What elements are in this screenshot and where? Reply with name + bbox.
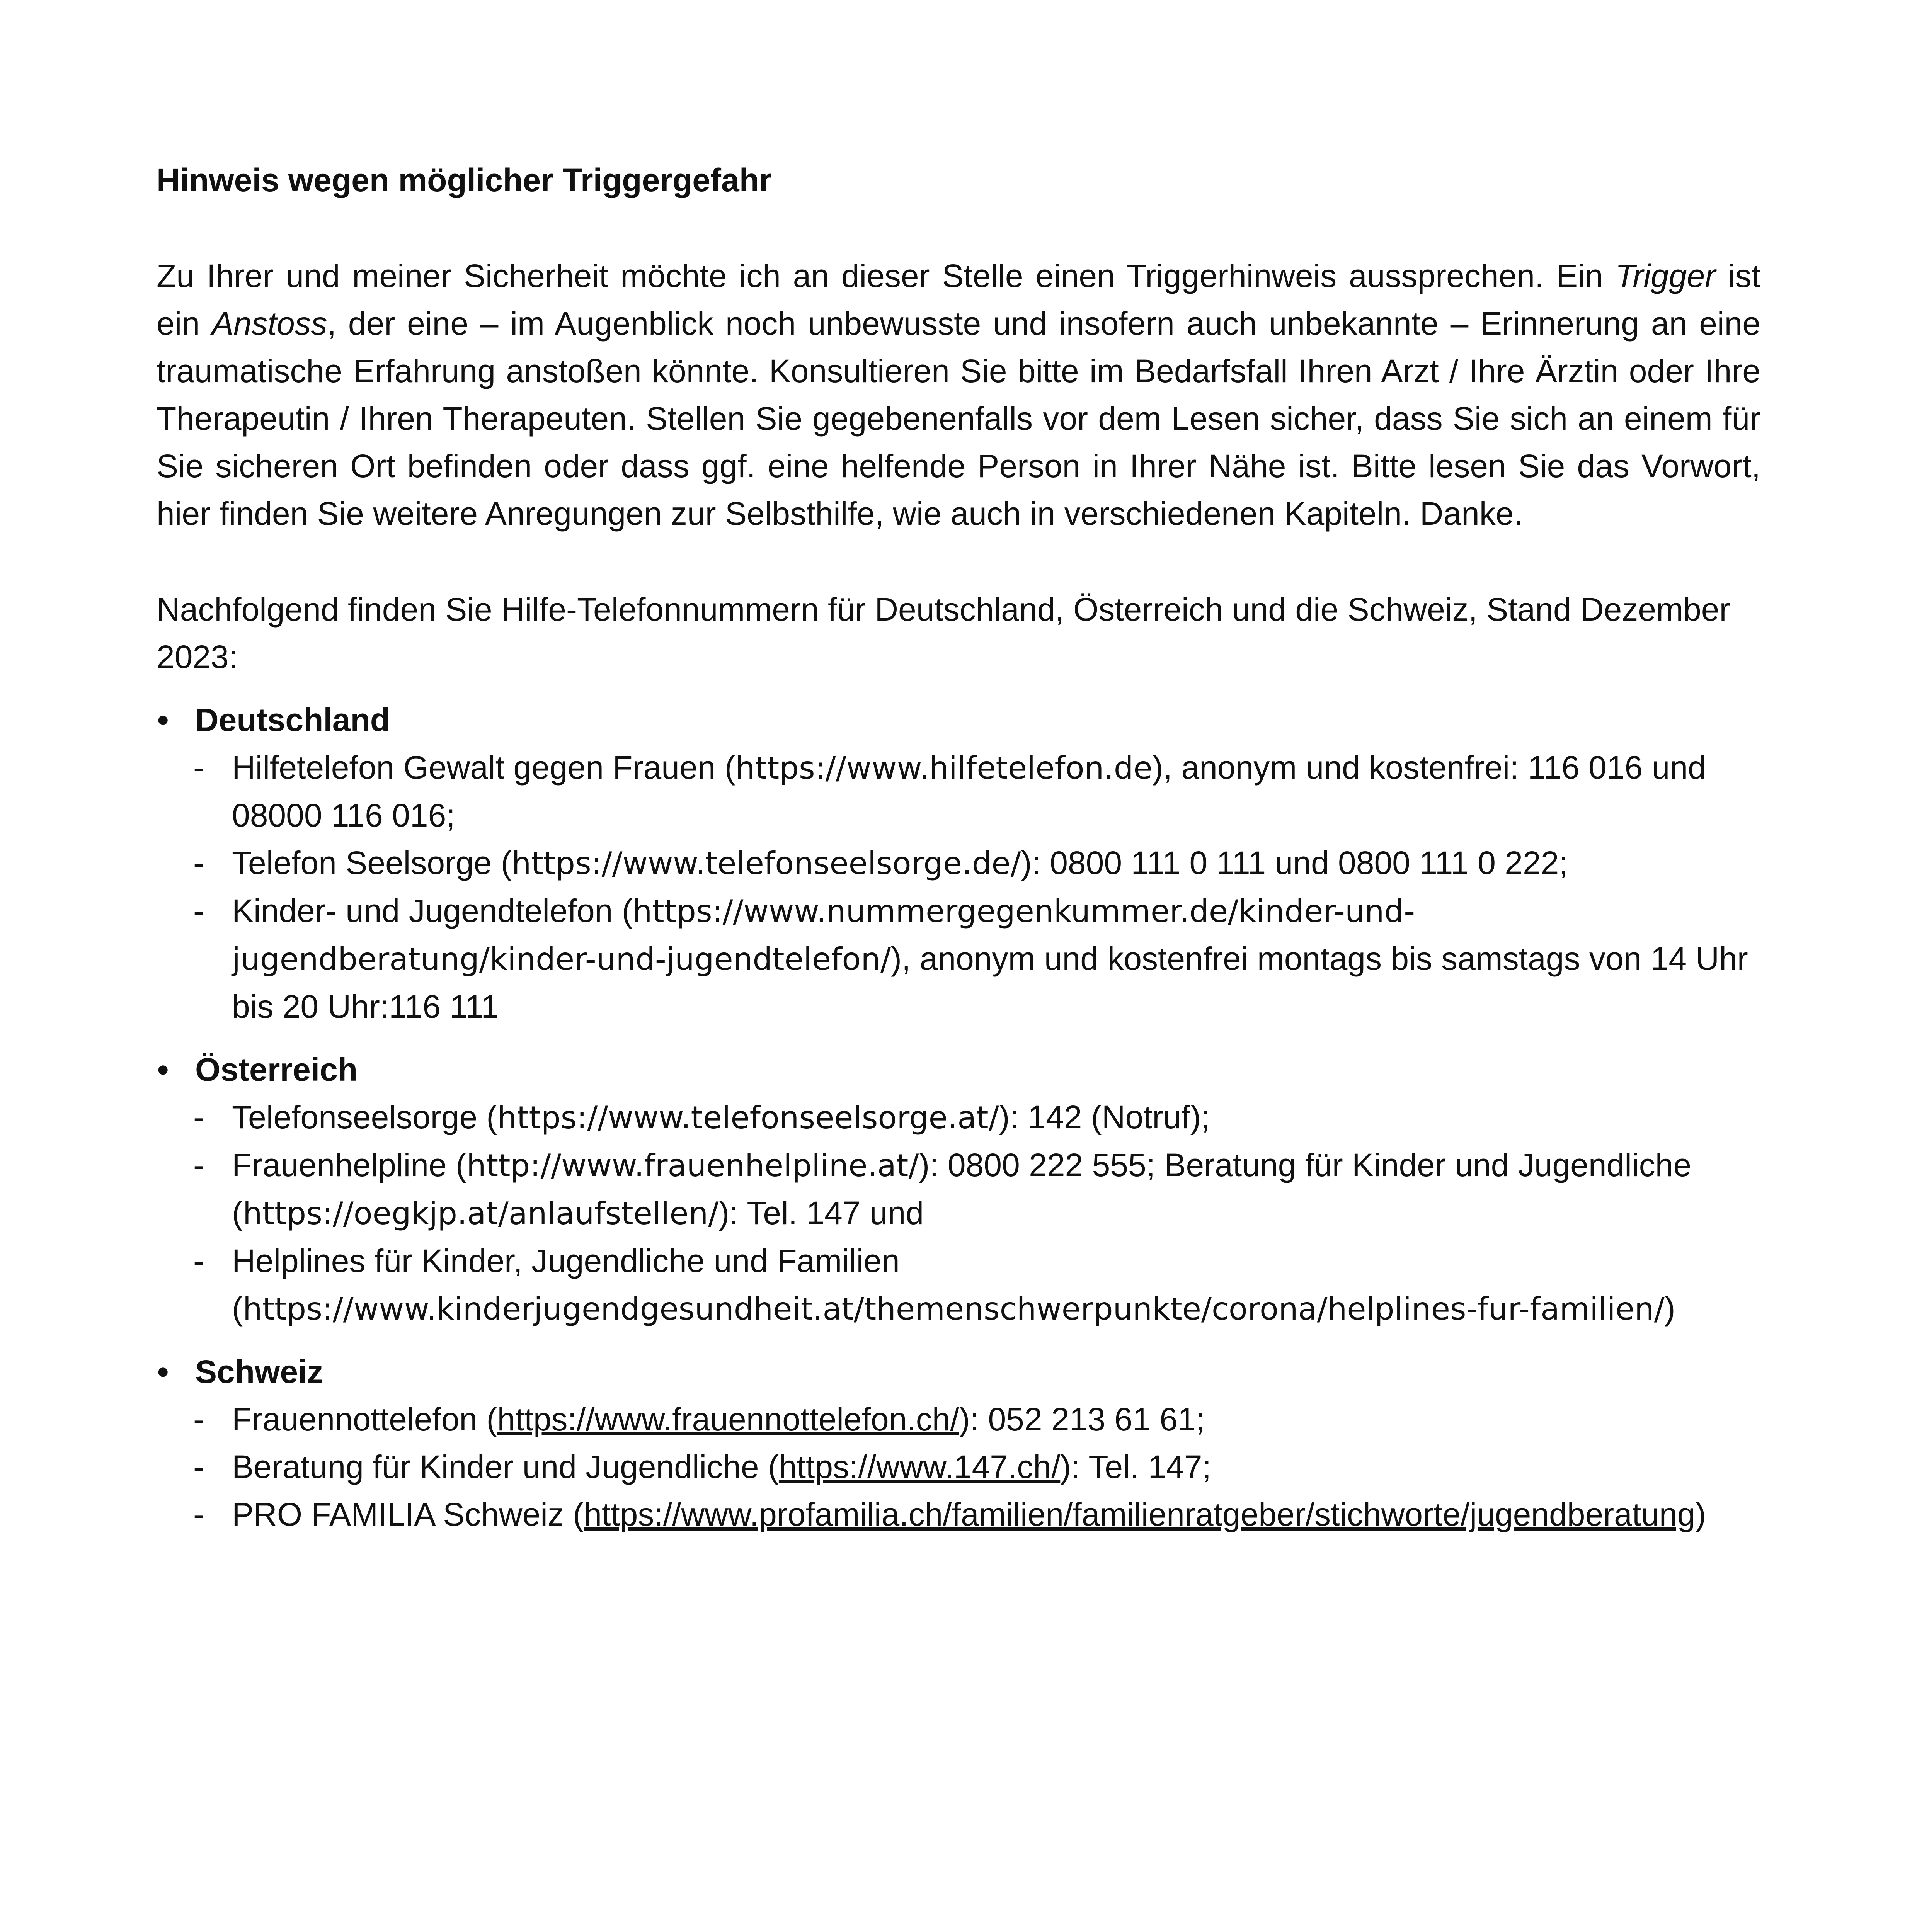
entry-text: ): 052 213 61 61; — [959, 1401, 1205, 1437]
entry-text: Telefonseelsorge ( — [232, 1099, 497, 1135]
page-heading: Hinweis wegen möglicher Triggergefahr — [157, 162, 772, 198]
entry-text: Frauenhelpline ( — [232, 1147, 467, 1183]
country-title-austria — [157, 1046, 1760, 1094]
entry-text: Frauennottelefon ( — [232, 1401, 497, 1437]
helpline-link[interactable]: https://www.nummergegenkummer.de/kinder-und-jugendberatung/kinder-und-jugendtelefon/ — [232, 893, 1415, 977]
entry-text: ) — [1664, 1290, 1675, 1327]
entry-text: Kinder- und Jugendtelefon ( — [232, 893, 633, 929]
entry-text: ): 142 (Notruf); — [999, 1099, 1210, 1135]
helpline-link[interactable]: https://www.hilfetelefon.de — [735, 750, 1153, 786]
helpline-link[interactable]: https://www.telefonseelsorge.de/ — [511, 845, 1021, 881]
country-name: Österreich — [195, 1051, 358, 1088]
dash-icon: - — [193, 1449, 204, 1485]
country-title-germany — [157, 696, 1760, 744]
helpline-link[interactable]: https://www.profamilia.ch/familien/familienratgeber/stichworte/jugendberatung — [584, 1496, 1696, 1532]
helpline-intro: Nachfolgend finden Sie Hilfe-Telefonnummern für Deutschland, Österreich und die Schweiz, Stand Dezember 2023: — [157, 591, 1730, 675]
dash-icon: - — [193, 1147, 204, 1183]
helpline-link[interactable]: https://www.telefonseelsorge.at/ — [497, 1100, 999, 1136]
country-name: Schweiz — [195, 1354, 323, 1390]
helpline-entry — [157, 887, 1760, 1031]
entry-text: Beratung für Kinder und Jugendliche ( — [232, 1449, 779, 1485]
entry-text: Telefon Seelsorge ( — [232, 845, 512, 881]
helpline-link[interactable]: https://www.frauennottelefon.ch/ — [497, 1401, 959, 1437]
helpline-entry — [157, 1396, 1760, 1443]
entry-text: Helplines für Kinder, Jugendliche und Familien ( — [232, 1243, 900, 1327]
entry-text: ), anonym und kostenfrei montags bis samstags von 14 Uhr bis 20 Uhr:116 111 — [232, 940, 1748, 1025]
paragraph-text: Zu Ihrer und meiner Sicherheit möchte ich an dieser Stelle einen Triggerhinweis aussprechen. Ein — [157, 258, 1616, 294]
entry-text: ) — [1695, 1496, 1706, 1532]
entry-text: PRO FAMILIA Schweiz ( — [232, 1496, 584, 1532]
entry-text: ): 0800 222 555; Beratung für Kinder und Jugendliche ( — [232, 1147, 1692, 1231]
trigger-warning-paragraph — [157, 252, 1760, 537]
bullet-icon: • — [157, 1354, 169, 1390]
entry-text: ): Tel. 147; — [1060, 1449, 1211, 1485]
bullet-icon: • — [157, 702, 169, 738]
helpline-entry — [157, 1141, 1760, 1237]
dash-icon: - — [193, 1099, 204, 1135]
dash-icon: - — [193, 749, 204, 786]
entry-text: ): Tel. 147 und — [718, 1195, 924, 1231]
country-name: Deutschland — [195, 702, 390, 738]
helpline-link[interactable]: https://www.147.ch/ — [778, 1449, 1061, 1485]
paragraph-text: , der eine – im Augenblick noch unbewusste und insofern auch unbekannte – Erinnerung an eine traumatische Erfahrung anstoßen könnte. Konsultieren Sie bitte im Bedarfsfall Ihren Arzt / Ihre Ärztin oder Ihre Therapeutin / Ihren Therapeuten. Stellen Sie gegebenenfalls vor dem Lesen sicher, dass Sie sich an einem für Sie sicheren Ort befinden oder dass ggf. eine helfende Person in Ihrer Nähe ist. Bitte lesen Sie das Vorwort, hier finden Sie weitere Anregungen zur Selbsthilfe, wie auch in verschiedenen Kapiteln. Danke. — [157, 305, 1761, 532]
country-section-austria — [157, 1046, 1760, 1333]
entry-text: Hilfetelefon Gewalt gegen Frauen ( — [232, 749, 735, 786]
helpline-link[interactable]: http://www.frauenhelpline.at/ — [466, 1148, 919, 1184]
dash-icon: - — [193, 845, 204, 881]
dash-icon: - — [193, 1496, 204, 1532]
dash-icon: - — [193, 1243, 204, 1279]
entry-text: ): 0800 111 0 111 und 0800 111 0 222; — [1021, 845, 1568, 881]
paragraph-text: ist ein — [157, 258, 1760, 342]
entry-text: ), anonym und kostenfrei: 116 016 und 08000 116 016; — [232, 749, 1706, 833]
country-section-germany — [157, 696, 1760, 1031]
bullet-icon: • — [157, 1051, 169, 1088]
helpline-entry — [157, 1094, 1760, 1141]
helpline-entry — [157, 744, 1760, 839]
country-title-switzerland — [157, 1348, 1760, 1396]
dash-icon: - — [193, 1401, 204, 1437]
helpline-entry — [157, 1237, 1760, 1333]
helpline-link[interactable]: https://oegkjp.at/anlaufstellen/ — [242, 1196, 719, 1231]
helpline-entry — [157, 1491, 1760, 1538]
helpline-link[interactable]: https://www.kinderjugendgesundheit.at/themenschwerpunkte/corona/helplines-fur-familien/ — [242, 1291, 1665, 1327]
trigger-term: Trigger — [1615, 258, 1716, 294]
country-section-switzerland — [157, 1348, 1760, 1538]
anstoss-term: Anstoss — [211, 305, 327, 342]
dash-icon: - — [193, 893, 204, 929]
document-page — [157, 156, 1760, 1554]
helpline-entry — [157, 1443, 1760, 1491]
helpline-entry — [157, 839, 1760, 887]
